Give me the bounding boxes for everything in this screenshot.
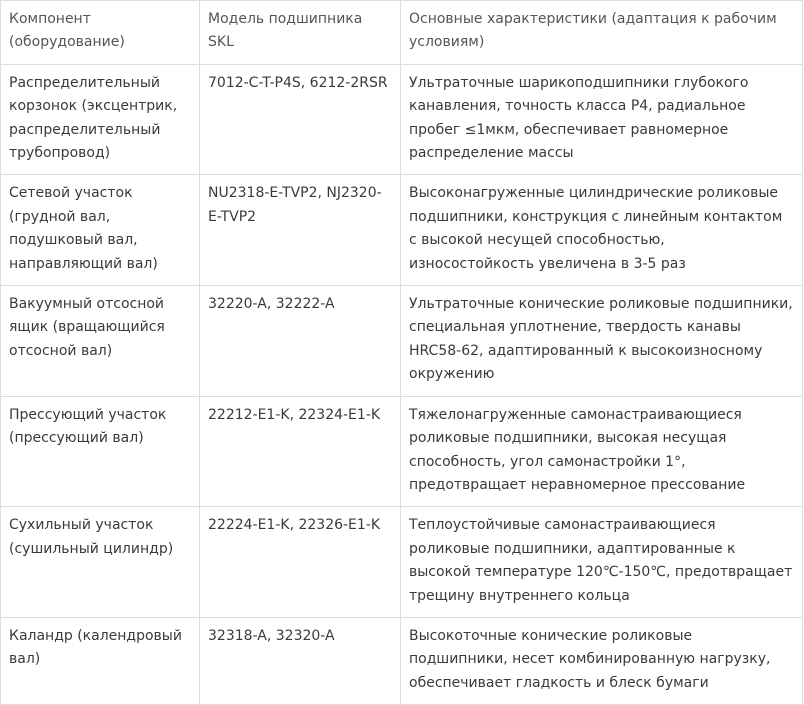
table-row — [1, 286, 803, 397]
cell-model: NU2318-E-TVP2, NJ2320-E-TVP2 — [200, 175, 401, 286]
cell-model: 32220-A, 32222-A — [200, 286, 401, 397]
cell-features: Ультраточные конические роликовые подшипники, специальная уплотнение, твердость канавы HRC58-62, адаптированный к высокоизносному окружению — [401, 286, 803, 397]
header-component: Компонент (оборудование) — [1, 1, 200, 65]
cell-model: 22212-E1-K, 22324-E1-K — [200, 396, 401, 507]
table-row — [1, 396, 803, 507]
cell-component: Прессующий участок (прессующий вал) — [1, 396, 200, 507]
cell-model: 32318-A, 32320-A — [200, 617, 401, 704]
cell-model: 22224-E1-K, 22326-E1-K — [200, 507, 401, 618]
cell-component: Распределительный корзонок (эксцентрик, распределительный трубопровод) — [1, 64, 200, 175]
cell-model: 7012-C-T-P4S, 6212-2RSR — [200, 64, 401, 175]
cell-features: Ультраточные шарикоподшипники глубокого канавления, точность класса P4, радиальное пробег ≤1мкм, обеспечивает равномерное распределение массы — [401, 64, 803, 175]
cell-component: Вакуумный отсосной ящик (вращающийся отсосной вал) — [1, 286, 200, 397]
cell-features: Теплоустойчивые самонастраивающиеся роликовые подшипники, адаптированные к высокой температуре 120℃-150℃, предотвращает трещину внутреннего кольца — [401, 507, 803, 618]
header-features: Основные характеристики (адаптация к рабочим условиям) — [401, 1, 803, 65]
cell-component: Каландр (календровый вал) — [1, 617, 200, 704]
table-header-row — [1, 1, 803, 65]
table-row — [1, 175, 803, 286]
table-row — [1, 64, 803, 175]
cell-component: Сетевой участок (грудной вал, подушковый вал, направляющий вал) — [1, 175, 200, 286]
cell-features: Высокоточные конические роликовые подшипники, несет комбинированную нагрузку, обеспечивает гладкость и блеск бумаги — [401, 617, 803, 704]
table-row — [1, 617, 803, 704]
cell-component: Сухильный участок (сушильный цилиндр) — [1, 507, 200, 618]
table-row — [1, 507, 803, 618]
cell-features: Высоконагруженные цилиндрические роликовые подшипники, конструкция с линейным контактом с высокой несущей способностью, износостойкость увеличена в 3-5 раз — [401, 175, 803, 286]
header-model: Модель подшипника SKL — [200, 1, 401, 65]
cell-features: Тяжелонагруженные самонастраивающиеся роликовые подшипники, высокая несущая способность, угол самонастройки 1°, предотвращает неравномерное прессование — [401, 396, 803, 507]
